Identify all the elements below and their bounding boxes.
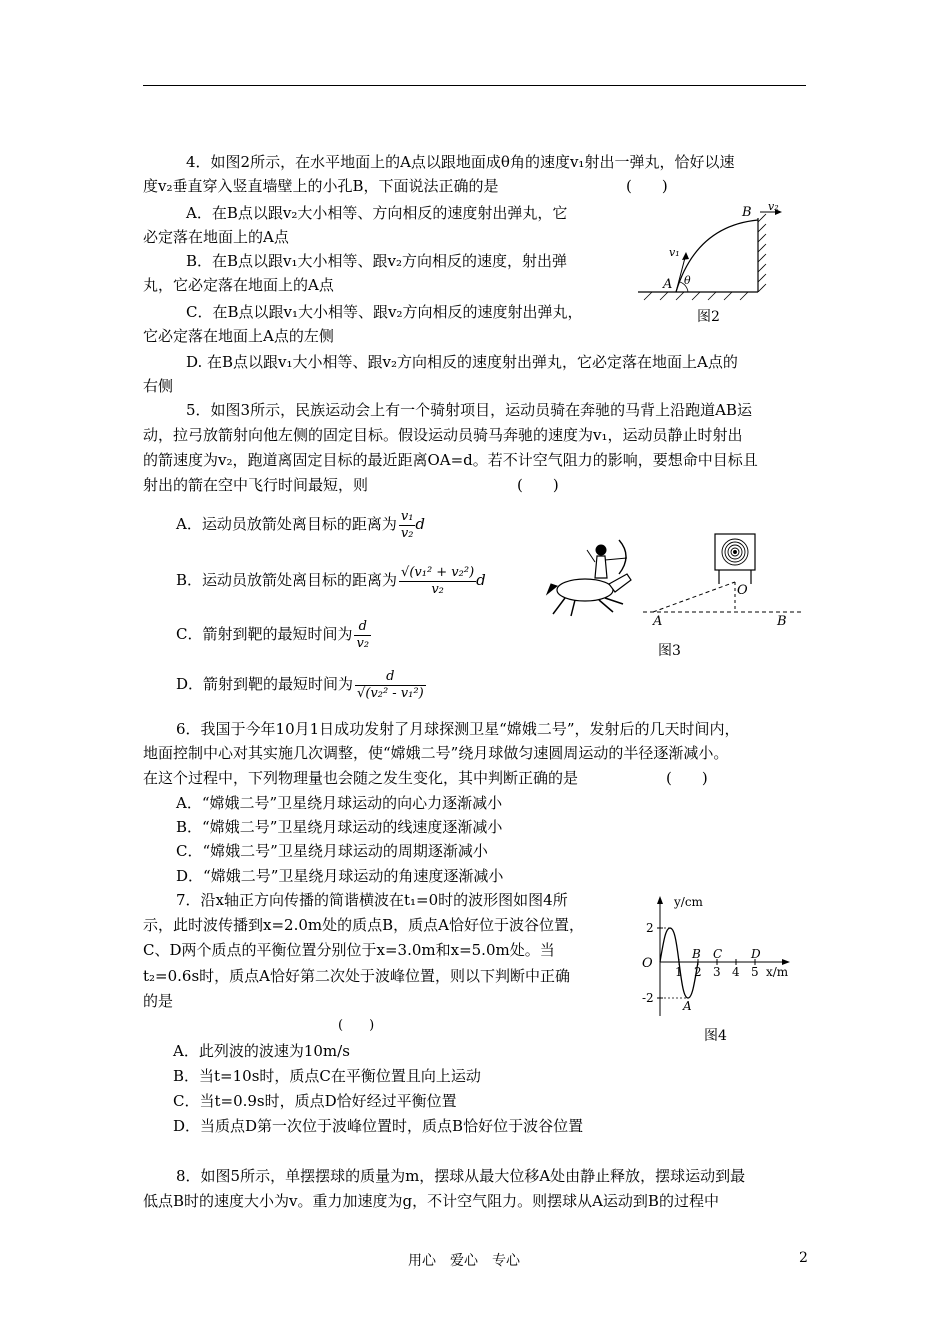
x-tick-label-3: 3 — [713, 965, 721, 979]
q4-option-b-line1: B．在B点以跟v₁大小相等、跟v₂方向相反的速度，射出弹 — [186, 252, 568, 270]
x-tick-label-2: 2 — [694, 965, 702, 979]
x-tick-label-5: 5 — [751, 965, 759, 979]
q5-option-d — [176, 664, 426, 704]
label-v1: v₁ — [669, 246, 680, 259]
q5-option-a-tail: d — [415, 515, 426, 533]
q6-stem-line3: 在这个过程中，下列物理量也会随之发生变化，其中判断正确的是 — [143, 769, 579, 787]
point-C-label: C — [713, 947, 723, 961]
q7-option-d: D．当质点D第一次位于波峰位置时，质点B恰好位于波谷位置 — [173, 1117, 584, 1135]
q5-option-b-denominator: v₂ — [399, 581, 476, 598]
figure-4-caption: 图4 — [704, 1028, 727, 1044]
q5-stem-line2: 动，拉弓放箭射向他左侧的固定目标。假设运动员骑马奔驰的速度为v₁，运动员静止时射出 — [143, 426, 743, 444]
label-A: A — [653, 614, 663, 628]
v1-arrowhead — [682, 252, 689, 260]
q5-stem-line3: 的箭速度为v₂，跑道离固定目标的最近距离OA=d。若不计空气阻力的影响，要想命中目标且 — [143, 451, 758, 469]
q7-stem-line1: 7．沿x轴正方向传播的简谐横波在t₁=0时的波形图如图4所 — [176, 891, 568, 909]
q7-stem-line3: C、D两个质点的平衡位置分别位于x=3.0m和x=5.0m处。当 — [143, 941, 555, 959]
origin-label: O — [642, 956, 653, 971]
point-A-label: A — [683, 999, 692, 1013]
q5-option-b-text: B．运动员放箭处离目标的距离为 — [176, 571, 398, 589]
page-number: 2 — [799, 1250, 808, 1266]
q5-option-a — [176, 504, 425, 544]
q4-option-a-line2: 必定落在地面上的A点 — [143, 228, 289, 246]
q5-option-c-denominator: v₂ — [356, 635, 370, 651]
q6-option-a: A．“嫦娥二号”卫星绕月球运动的向心力逐渐减小 — [176, 794, 503, 812]
q6-option-d: D．“嫦娥二号”卫星绕月球运动的角速度逐渐减小 — [176, 867, 504, 885]
horse-rider-icon — [547, 540, 631, 616]
q7-option-a: A．此列波的波速为10m/s — [173, 1042, 350, 1060]
q6-option-b: B．“嫦娥二号”卫星绕月球运动的线速度逐渐减小 — [176, 818, 503, 836]
q5-option-b — [176, 560, 486, 600]
q4-stem-line1: 4．如图2所示，在水平地面上的A点以跟地面成θ角的速度v₁射出一弹丸，恰好以速 — [186, 153, 735, 171]
q5-answer-paren: ( ) — [517, 476, 559, 494]
q5-stem-line4: 射出的箭在空中飞行时间最短，则 — [143, 476, 369, 494]
q4-option-a-line1: A．在B点以跟v₂大小相等、方向相反的速度射出弹丸，它 — [186, 204, 568, 222]
q4-option-c-line2: 它必定落在地面上A点的左侧 — [143, 327, 334, 345]
arrow-path-line — [653, 582, 735, 612]
label-O: O — [737, 583, 748, 598]
label-theta: θ — [684, 274, 691, 287]
q6-stem-line1: 6．我国于今年10月1日成功发射了月球探测卫星“嫦娥二号”，发射后的几天时间内， — [176, 720, 740, 738]
wave-curve — [660, 928, 698, 998]
q7-option-c: C．当t=0.9s时，质点D恰好经过平衡位置 — [173, 1092, 457, 1110]
q7-stem-line2: 示，此时波传播到x=2.0m处的质点B，质点A恰好位于波谷位置， — [143, 916, 584, 934]
q6-stem-line2: 地面控制中心对其实施几次调整，使“嫦娥二号”绕月球做匀速圆周运动的半径逐渐减小。 — [143, 744, 729, 762]
q5-option-d-text: D．箭射到靶的最短时间为 — [176, 675, 354, 693]
q5-option-b-tail: d — [476, 571, 486, 589]
q5-option-d-denominator: √(v₂² - v₁²) — [357, 685, 424, 701]
label-A: A — [663, 277, 673, 292]
figure-2-trajectory — [636, 196, 786, 301]
figure-2-caption: 图2 — [697, 309, 720, 325]
q5-option-a-text: A．运动员放箭处离目标的距离为 — [176, 515, 397, 533]
q7-stem-line5: 的是 — [143, 992, 174, 1010]
point-D-label: D — [751, 947, 761, 961]
q7-stem-line4: t₂=0.6s时，质点A恰好第二次处于波峰位置，则以下判断中正确 — [143, 967, 570, 985]
q4-answer-paren: ( ) — [626, 177, 668, 195]
q6-option-c: C．“嫦娥二号”卫星绕月球运动的周期逐渐减小 — [176, 842, 488, 860]
q5-option-c-numerator: d — [358, 618, 367, 634]
y-axis-label: y/cm — [674, 895, 703, 909]
q7-answer-paren: ( ) — [338, 1018, 375, 1033]
y-bottom-label: -2 — [642, 991, 654, 1005]
x-axis-label: x/m — [766, 965, 789, 979]
label-v2: v₂ — [768, 200, 779, 213]
y-axis-arrowhead — [657, 896, 663, 904]
label-B: B — [777, 614, 787, 628]
q5-stem-line1: 5．如图3所示，民族运动会上有一个骑射项目，运动员骑在奔驰的马背上沿跑道AB运 — [186, 401, 752, 419]
figure-4-wave-graph — [636, 892, 796, 1022]
q5-option-c-text: C．箭射到靶的最短时间为 — [176, 625, 353, 643]
y-top-label: 2 — [646, 921, 654, 935]
q5-option-c — [176, 614, 371, 654]
q4-option-d-line1: D. 在B点以跟v₁大小相等、跟v₂方向相反的速度射出弹丸，它必定落在地面上A点的 — [186, 353, 738, 371]
figure-3-caption: 图3 — [658, 643, 681, 659]
x-tick-label-4: 4 — [732, 965, 740, 979]
x-tick-label-1: 1 — [675, 965, 683, 979]
q7-option-b: B．当t=10s时，质点C在平衡位置且向上运动 — [173, 1067, 481, 1085]
q4-option-b-line2: 丸，它必定落在地面上的A点 — [143, 276, 334, 294]
label-B: B — [742, 205, 752, 220]
q5-option-d-numerator: d — [386, 668, 395, 684]
q4-stem-line2: 度v₂垂直穿入竖直墙壁上的小孔B，下面说法正确的是 — [143, 177, 499, 195]
q8-stem-line1: 8．如图5所示，单摆摆球的质量为m，摆球从最大位移A处由静止释放，摆球运动到最 — [176, 1167, 746, 1185]
footer-slogan: 用心 爱心 专心 — [408, 1253, 520, 1269]
figure-3-archery — [543, 528, 803, 628]
q4-option-d-line2: 右侧 — [143, 377, 174, 395]
q8-stem-line2: 低点B时的速度大小为v。重力加速度为g，不计空气阻力。则摆球从A运动到B的过程中 — [143, 1192, 719, 1210]
q4-option-c-line1: C．在B点以跟v₁大小相等、跟v₂方向相反的速度射出弹丸， — [186, 303, 583, 321]
q6-answer-paren: ( ) — [666, 769, 708, 787]
q5-option-b-numerator: √(v₁² + v₂²) — [401, 564, 475, 580]
point-B-label: B — [692, 947, 701, 961]
q5-option-a-denominator: v₂ — [400, 525, 414, 541]
header-rule — [143, 85, 806, 86]
q5-option-a-numerator: v₁ — [400, 508, 414, 524]
